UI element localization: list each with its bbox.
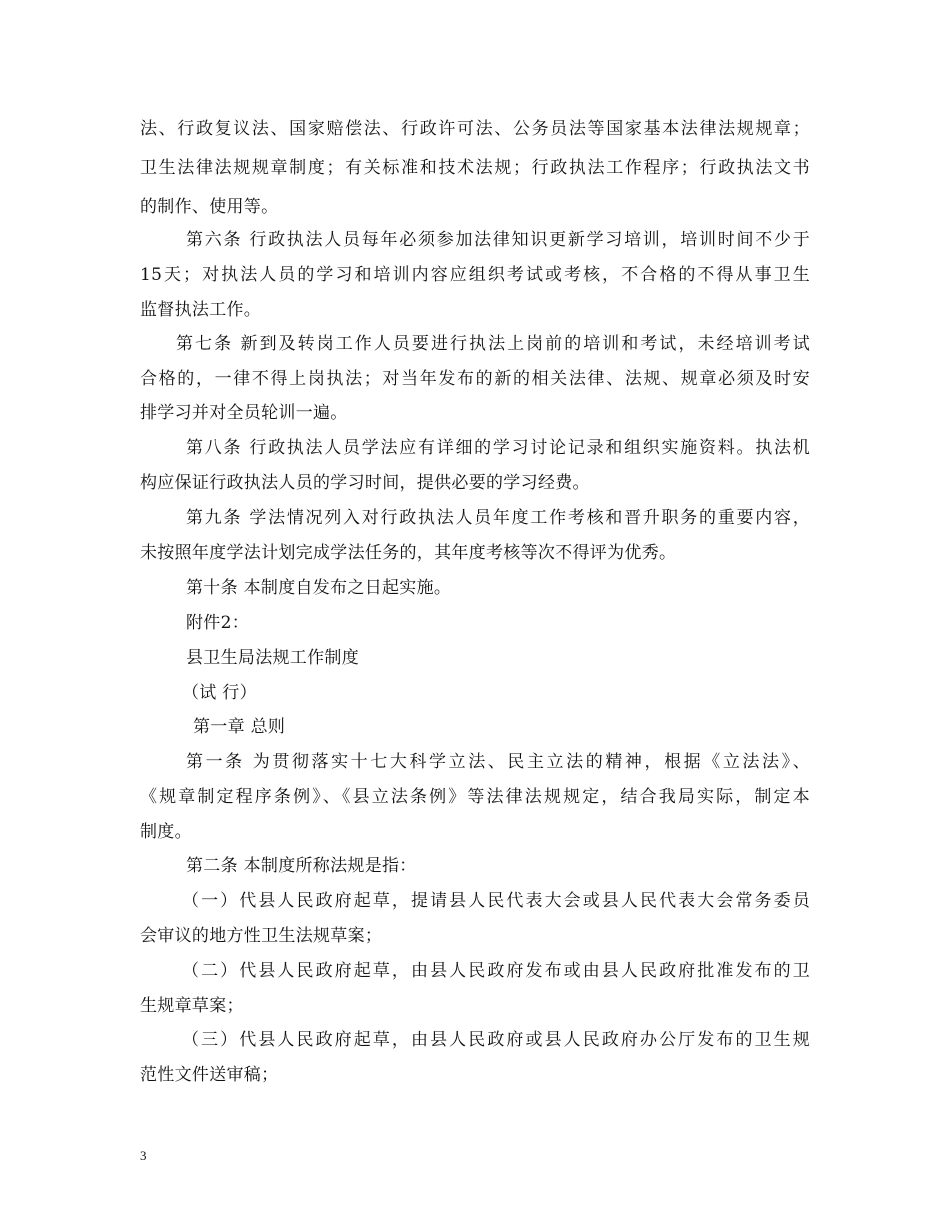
text-line: 未按照年度学法计划完成学法任务的，其年度考核等次不得评为优秀。 xyxy=(140,543,677,563)
trial-note: （试 行） xyxy=(182,683,257,703)
text-line: 会审议的地方性卫生法规草案； xyxy=(140,926,383,946)
text-line: 合格的，一律不得上岗执法；对当年发布的新的相关法律、法规、规章必须及时安 xyxy=(140,369,810,389)
attachment-title: 县卫生局法规工作制度 xyxy=(186,648,359,668)
text-line: 制度。 xyxy=(140,822,192,842)
text-line: 卫生法律法规规章制度；有关标准和技术法规；行政执法工作程序；行政执法文书 xyxy=(140,158,810,178)
text-line: 《规章制定程序条例》、《县立法条例》等法律法规规定，结合我局实际，制定本 xyxy=(140,787,810,807)
item-2-line: （二）代县人民政府起草，由县人民政府发布或由县人民政府批准发布的卫 xyxy=(182,961,810,981)
text-line: 生规章草案； xyxy=(140,996,244,1016)
article-8-line: 第八条 行政执法人员学法应有详细的学习讨论记录和组织实施资料。执法机 xyxy=(186,438,810,458)
article-7-line: 第七条 新到及转岗工作人员要进行执法上岗前的培训和考试，未经培训考试 xyxy=(176,334,810,354)
text-line: 15天；对执法人员的学习和培训内容应组织考试或考核，不合格的不得从事卫生 xyxy=(140,265,810,285)
item-1-line: （一）代县人民政府起草，提请县人民代表大会或县人民代表大会常务委员 xyxy=(182,891,810,911)
attachment-label: 附件2： xyxy=(186,613,250,633)
article-10-line: 第十条 本制度自发布之日起实施。 xyxy=(186,578,452,598)
text-line: 监督执法工作。 xyxy=(140,300,262,320)
article-9-line: 第九条 学法情况列入对行政执法人员年度工作考核和晋升职务的重要内容， xyxy=(186,508,810,528)
text-line: 排学习并对全员轮训一遍。 xyxy=(140,403,348,423)
text-line: 的制作、使用等。 xyxy=(140,197,279,217)
chapter-heading: 第一章 总则 xyxy=(193,717,286,737)
item-3-line: （三）代县人民政府起草，由县人民政府或县人民政府办公厅发布的卫生规 xyxy=(182,1030,810,1050)
article-1-line: 第一条 为贯彻落实十七大科学立法、民主立法的精神，根据《立法法》、 xyxy=(186,752,810,772)
article-6-line: 第六条 行政执法人员每年必须参加法律知识更新学习培训，培训时间不少于 xyxy=(186,230,810,250)
page-number: 3 xyxy=(140,1148,147,1163)
text-line: 法、行政复议法、国家赔偿法、行政许可法、公务员法等国家基本法律法规规章； xyxy=(140,119,810,139)
text-line: 范性文件送审稿； xyxy=(140,1065,279,1085)
text-line: 构应保证行政执法人员的学习时间，提供必要的学习经费。 xyxy=(140,473,590,493)
article-2-line: 第二条 本制度所称法规是指： xyxy=(186,856,417,876)
